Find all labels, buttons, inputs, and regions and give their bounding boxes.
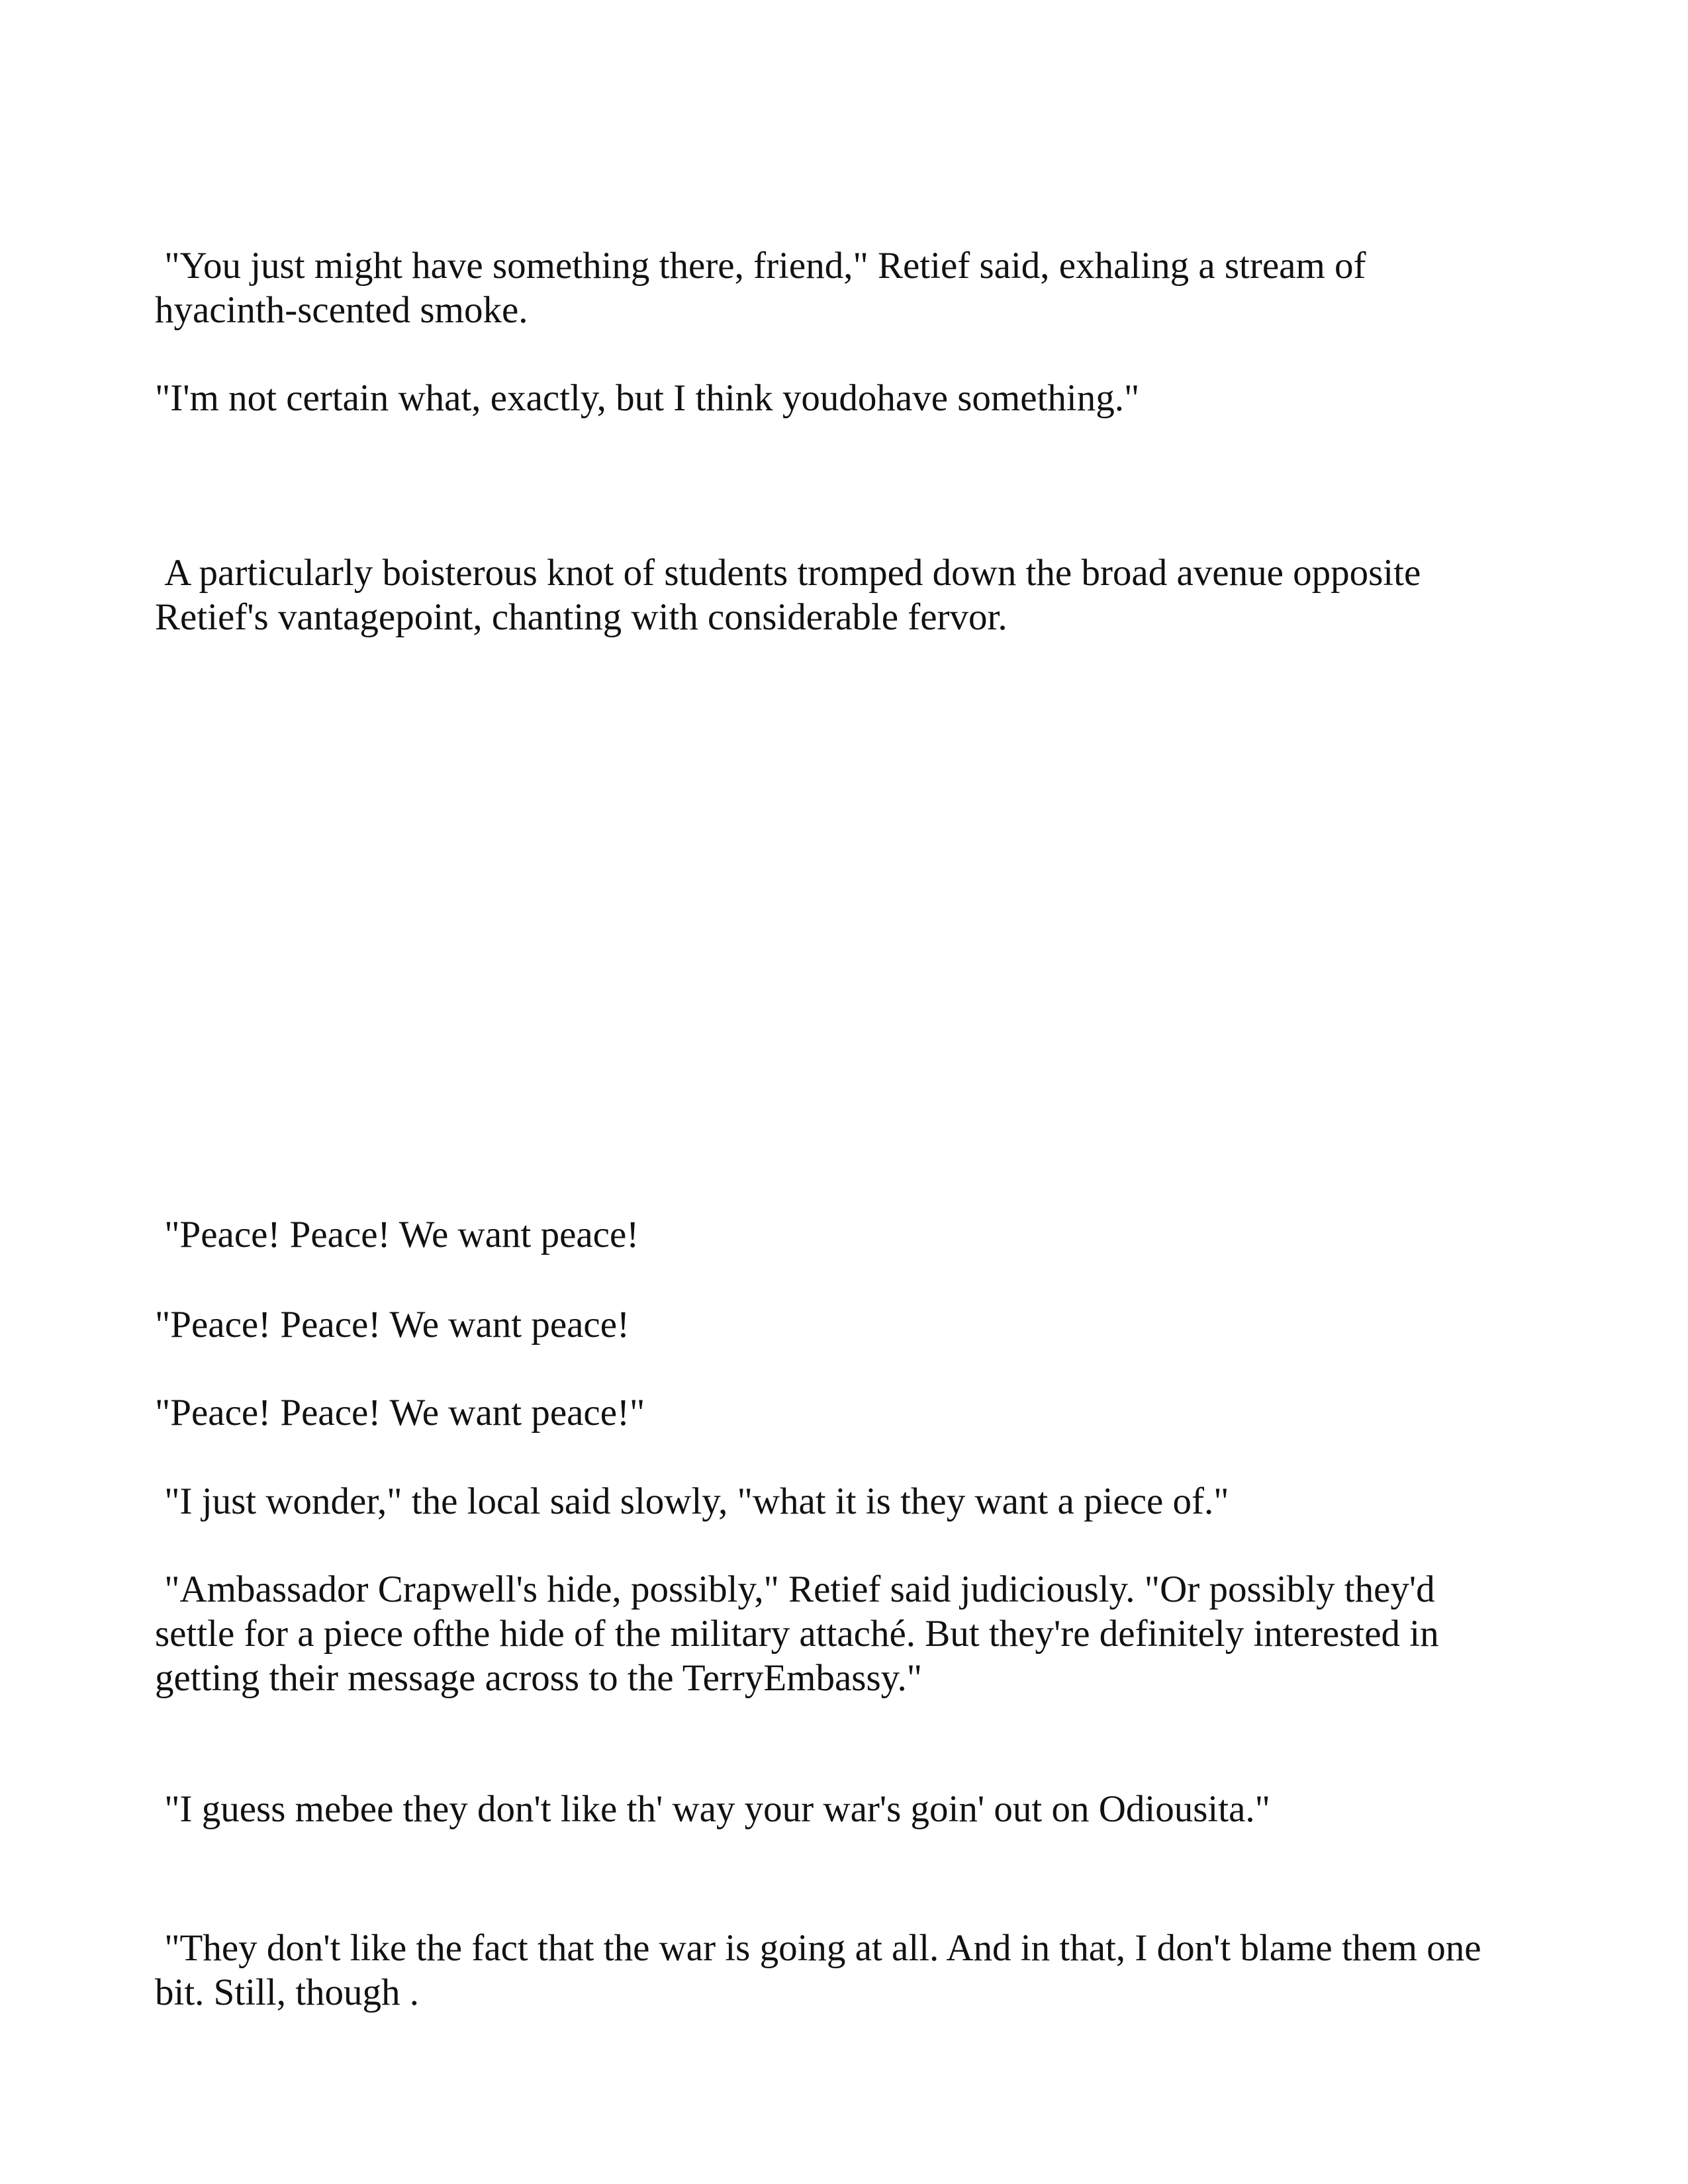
paragraph-2: "I'm not certain what, exactly, but I think youdohave something." [155,377,1140,419]
paragraph-6: "Peace! Peace! We want peace!" [155,1392,645,1433]
paragraph-9: "I guess mebee they don't like th' way your war's goin' out on Odiousita." [155,1788,1270,1830]
paragraph-10: "They don't like the fact that the war is going at all. And in that, I don't blame them one bit. Still, though . [155,1927,1481,2013]
paragraph-1: "You just might have something there, friend," Retief said, exhaling a stream of hyacinth-scented smoke. [155,245,1366,331]
paragraph-4: "Peace! Peace! We want peace! [155,1214,639,1255]
paragraph-7: "I just wonder," the local said slowly, "what it is they want a piece of." [155,1480,1229,1522]
paragraph-3: A particularly boisterous knot of students tromped down the broad avenue opposite Retief's vantagepoint, chanting with considerable fervor. [155,552,1421,638]
paragraph-8: "Ambassador Crapwell's hide, possibly," Retief said judiciously. "Or possibly they'd settle for a piece ofthe hide of the military attaché. But they're definitely interested in getting their message across to the TerryEmbassy." [155,1569,1439,1699]
paragraph-5: "Peace! Peace! We want peace! [155,1304,630,1345]
